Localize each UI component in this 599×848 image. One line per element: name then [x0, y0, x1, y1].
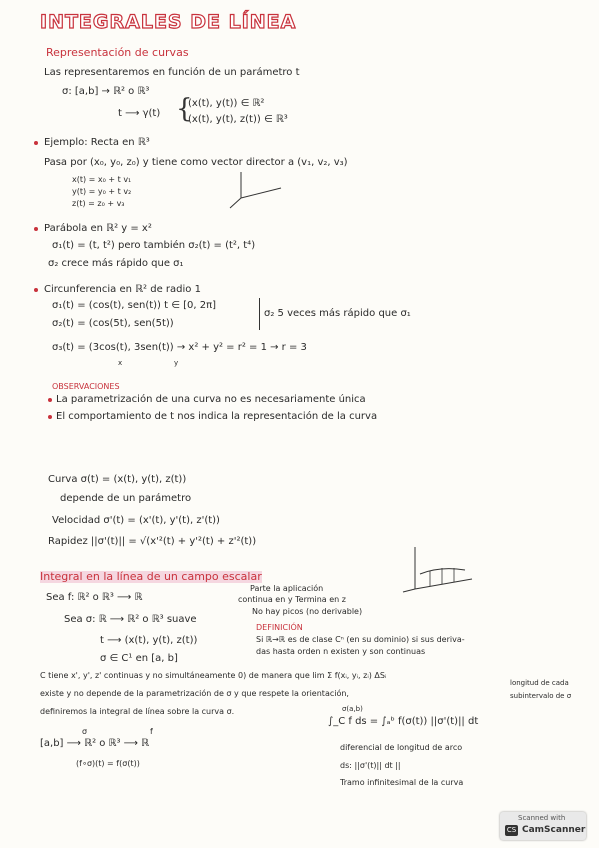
example-z: z(t) = z₀ + v₃ — [72, 199, 125, 208]
esc-note1: Parte la aplicación — [250, 584, 324, 593]
example-x: x(t) = x₀ + t v₁ — [72, 175, 132, 184]
composition-sigma: σ — [82, 727, 88, 736]
curva-velocity: Velocidad σ'(t) = (x'(t), y'(t), z'(t)) — [52, 515, 220, 526]
obs-bullet2: El comportamiento de t nos indica la representación de la curva — [56, 411, 378, 422]
obs-bullet1: La parametrización de una curva no es necesariamente única — [56, 394, 366, 405]
parabola-line2: σ₂ crece más rápido que σ₁ — [48, 258, 184, 269]
esc-note3: No hay picos (no derivable) — [252, 607, 363, 616]
circle-line3: σ₃(t) = (3cos(t), 3sen(t)) → x² + y² = r² = 1 → r = 3 — [52, 342, 307, 353]
esc-note2: continua en y Termina en z — [238, 595, 346, 604]
ds-expression: ds: ||σ'(t)|| dt || — [340, 761, 401, 770]
esc-line3: t ⟶ (x(t), y(t), z(t)) — [100, 635, 198, 646]
composition-result: (f∘σ)(t) = f(σ(t)) — [76, 759, 140, 768]
bullet-icon — [34, 141, 38, 145]
circle-y-label: y — [174, 359, 179, 367]
parabola-label: Parábola en ℝ² y = x² — [44, 223, 152, 234]
divider-line — [259, 298, 260, 330]
map-definition: σ: [a,b] → ℝ² o ℝ³ — [62, 86, 150, 97]
example-label: Ejemplo: Recta en ℝ³ — [44, 137, 150, 148]
parabola-line1: σ₁(t) = (t, t²) pero también σ₂(t) = (t², t⁴) — [52, 240, 256, 251]
section-heading-escalar: Integral en la línea de un campo escalar — [40, 570, 262, 583]
definition-heading: DEFINICIÓN — [256, 623, 303, 632]
bullet-icon — [48, 398, 52, 402]
composition-f: f — [150, 727, 153, 736]
circle-line1: σ₁(t) = (cos(t), sen(t)) t ∈ [0, 2π] — [52, 300, 217, 311]
page-title: INTEGRALES DE LÍNEA — [40, 11, 297, 33]
scanner-badge — [500, 812, 586, 840]
esc-line2: Sea σ: ℝ ⟶ ℝ² o ℝ³ suave — [64, 614, 197, 625]
curva-line2: depende de un parámetro — [60, 493, 192, 504]
bullet-icon — [34, 288, 38, 292]
surface-sketch-icon — [400, 544, 480, 594]
circle-line2: σ₂(t) = (cos(5t), sen(5t)) — [52, 318, 174, 329]
brace-icon: { — [176, 94, 193, 124]
cond-line1: C tiene x', y', z' continuas y no simultáneamente 0) de manera que lim Σ f(xᵢ, yᵢ, zᵢ) ΔSᵢ — [40, 671, 387, 680]
esc-line1: Sea f: ℝ² o ℝ³ ⟶ ℝ — [46, 592, 143, 603]
circle-speed-note: σ₂ 5 veces más rápido que σ₁ — [264, 308, 411, 319]
example-y: y(t) = y₀ + t v₂ — [72, 187, 132, 196]
line-integral-formula: ∫_C f ds = ∫ₐᵇ f(σ(t)) ||σ'(t)|| dt — [328, 716, 479, 727]
curve-r3: (x(t), y(t), z(t)) ∈ ℝ³ — [188, 114, 288, 125]
integral-sub: σ(a,b) — [342, 705, 363, 713]
infinitesimal-label: Tramo infinitesimal de la curva — [340, 778, 464, 787]
cond-note2: subintervalo de σ — [510, 692, 572, 700]
circle-label: Circunferencia en ℝ² de radio 1 — [44, 284, 201, 295]
obs-heading: OBSERVACIONES — [52, 382, 120, 391]
definition-line1: Si ℝ→ℝ es de clase Cⁿ (en su dominio) si sus deriva- — [256, 635, 465, 644]
scanner-line2: CamScanner — [522, 825, 586, 835]
esc-line4: σ ∈ C¹ en [a, b] — [100, 653, 178, 664]
definition-line2: das hasta orden n existen y son continuas — [256, 647, 426, 656]
cond-line2: existe y no depende de la parametrización de σ y que respete la orientación, — [40, 689, 349, 698]
intro-text: Las representaremos en función de un parámetro t — [44, 67, 300, 78]
arc-differential-label: diferencial de longitud de arco — [340, 743, 463, 752]
circle-x-label: x — [118, 359, 123, 367]
cond-note1: longitud de cada — [510, 679, 569, 687]
section-heading-representacion: Representación de curvas — [46, 46, 189, 59]
curva-speed: Rapidez ||σ'(t)|| = √(x'²(t) + y'²(t) + z'²(t)) — [48, 536, 257, 547]
curve-r2: (x(t), y(t)) ∈ ℝ² — [188, 98, 265, 109]
example-desc: Pasa por (x₀, y₀, z₀) y tiene como vector director a (v₁, v₂, v₃) — [44, 157, 348, 168]
composition-diagram: [a,b] ⟶ ℝ² o ℝ³ ⟶ ℝ — [40, 738, 150, 749]
bullet-icon — [48, 415, 52, 419]
t-arrow: t ⟶ γ(t) — [118, 108, 161, 119]
curva-line1: Curva σ(t) = (x(t), y(t), z(t)) — [48, 474, 187, 485]
camscanner-logo-icon: CS — [506, 826, 517, 834]
cond-line3: definiremos la integral de línea sobre la curva σ. — [40, 707, 235, 716]
scanner-line1: Scanned with — [518, 814, 566, 822]
bullet-icon — [34, 227, 38, 231]
axes-3d-icon — [226, 170, 286, 210]
